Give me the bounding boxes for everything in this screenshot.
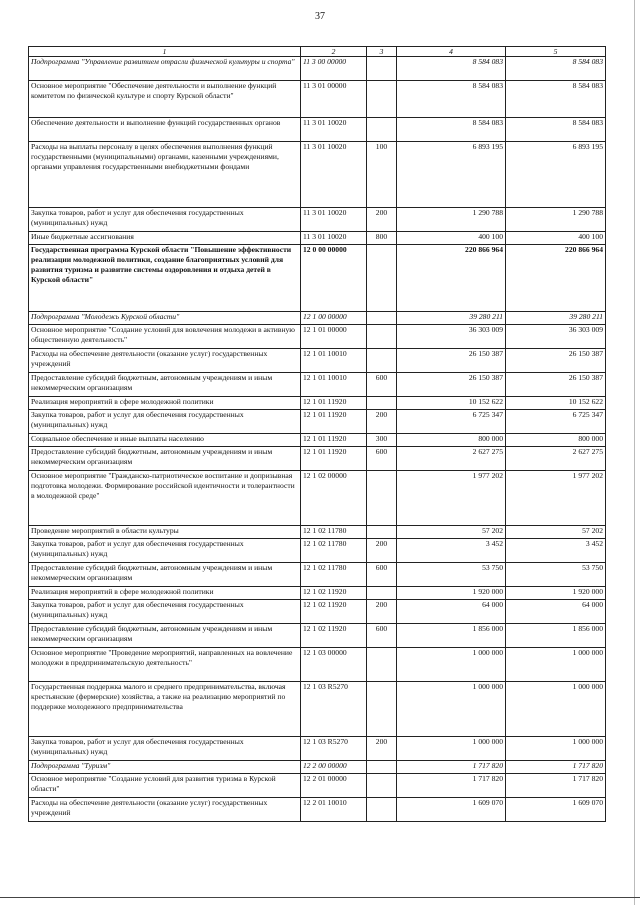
table-row	[29, 57, 606, 81]
row-amount-cell: 1 609 070	[397, 798, 506, 822]
row-code-cell: 12 0 00 00000	[301, 245, 367, 312]
row-name-cell: Расходы на обеспечение деятельности (оказание услуг) государственных учреждений	[29, 798, 301, 822]
header-col-4: 4	[397, 47, 506, 57]
row-vr-cell	[367, 798, 397, 822]
table-row	[29, 434, 606, 447]
row-vr-cell	[367, 774, 397, 798]
row-amount2-cell: 400 100	[506, 232, 606, 245]
row-vr-cell	[367, 325, 397, 349]
row-vr-cell	[367, 682, 397, 737]
row-amount-cell: 1 856 000	[397, 624, 506, 648]
row-amount-cell: 220 866 964	[397, 245, 506, 312]
row-name-cell: Реализация мероприятий в сфере молодежной политики	[29, 397, 301, 410]
row-name-cell: Иные бюджетные ассигнования	[29, 232, 301, 245]
row-code-cell: 11 3 01 00000	[301, 81, 367, 118]
row-vr-cell: 600	[367, 447, 397, 471]
row-amount2-cell: 1 000 000	[506, 682, 606, 737]
row-code-cell: 12 1 02 11780	[301, 563, 367, 587]
row-amount2-cell: 26 150 387	[506, 349, 606, 373]
row-amount2-cell: 39 280 211	[506, 312, 606, 325]
row-code-cell: 12 1 00 00000	[301, 312, 367, 325]
row-code-cell: 12 1 02 11920	[301, 624, 367, 648]
row-name-cell: Основное мероприятие "Создание условий для вовлечения молодежи в активную общественную деятельность"	[29, 325, 301, 349]
row-code-cell: 12 1 01 10010	[301, 349, 367, 373]
row-amount2-cell: 3 452	[506, 539, 606, 563]
row-amount-cell: 8 584 083	[397, 57, 506, 81]
row-code-cell: 12 1 01 11920	[301, 397, 367, 410]
row-amount2-cell: 1 290 788	[506, 208, 606, 232]
row-name-cell: Обеспечение деятельности и выполнение функций государственных органов	[29, 118, 301, 142]
row-code-cell: 12 1 02 11920	[301, 600, 367, 624]
row-name-cell: Подпрограмма "Молодежь Курской области"	[29, 312, 301, 325]
row-amount-cell: 36 303 009	[397, 325, 506, 349]
row-amount-cell: 8 584 083	[397, 118, 506, 142]
row-name-cell: Основное мероприятие "Создание условий для развития туризма в Курской области"	[29, 774, 301, 798]
row-amount2-cell: 1 000 000	[506, 648, 606, 682]
row-vr-cell	[367, 118, 397, 142]
table-row	[29, 410, 606, 434]
table-row	[29, 245, 606, 312]
row-amount-cell: 3 452	[397, 539, 506, 563]
table-row	[29, 737, 606, 761]
row-vr-cell: 100	[367, 142, 397, 208]
table-row	[29, 471, 606, 526]
row-code-cell: 12 1 01 11920	[301, 447, 367, 471]
row-amount-cell: 10 152 622	[397, 397, 506, 410]
table-row	[29, 624, 606, 648]
row-name-cell: Основное мероприятие "Проведение мероприятий, направленных на вовлечение молодежи в предпринимательскую деятельность"	[29, 648, 301, 682]
row-vr-cell: 600	[367, 624, 397, 648]
table-row	[29, 526, 606, 539]
row-vr-cell: 200	[367, 737, 397, 761]
row-code-cell: 12 1 03 R5270	[301, 682, 367, 737]
row-amount2-cell: 53 750	[506, 563, 606, 587]
row-code-cell: 12 1 01 11920	[301, 410, 367, 434]
row-amount-cell: 1 000 000	[397, 682, 506, 737]
row-vr-cell	[367, 57, 397, 81]
row-amount2-cell: 220 866 964	[506, 245, 606, 312]
row-amount-cell: 2 627 275	[397, 447, 506, 471]
table-row	[29, 208, 606, 232]
row-name-cell: Закупка товаров, работ и услуг для обеспечения государственных (муниципальных) нужд	[29, 600, 301, 624]
table-row	[29, 312, 606, 325]
table-row	[29, 142, 606, 208]
row-amount2-cell: 1 000 000	[506, 737, 606, 761]
header-col-2: 2	[301, 47, 367, 57]
table-row	[29, 798, 606, 822]
row-code-cell: 12 1 01 10010	[301, 373, 367, 397]
row-name-cell: Подпрограмма "Туризм"	[29, 761, 301, 774]
row-amount-cell: 1 977 202	[397, 471, 506, 526]
table-row	[29, 397, 606, 410]
row-code-cell: 11 3 00 00000	[301, 57, 367, 81]
row-amount2-cell: 36 303 009	[506, 325, 606, 349]
budget-table	[28, 46, 606, 822]
page-edge-rule	[634, 0, 635, 905]
row-code-cell: 12 1 03 00000	[301, 648, 367, 682]
row-vr-cell: 600	[367, 373, 397, 397]
row-name-cell: Предоставление субсидий бюджетным, автономным учреждениям и иным некоммерческим организациям	[29, 447, 301, 471]
row-amount2-cell: 57 202	[506, 526, 606, 539]
page-bottom-rule	[0, 897, 640, 898]
row-amount2-cell: 1 609 070	[506, 798, 606, 822]
row-amount-cell: 64 000	[397, 600, 506, 624]
row-name-cell: Государственная поддержка малого и среднего предпринимательства, включая крестьянские (фермерские) хозяйства, а также на реализацию мероприятий по поддержке молодежного предпринимательства	[29, 682, 301, 737]
table-row	[29, 325, 606, 349]
row-amount-cell: 6 893 195	[397, 142, 506, 208]
row-code-cell: 12 1 01 00000	[301, 325, 367, 349]
row-name-cell: Предоставление субсидий бюджетным, автономным учреждениям и иным некоммерческим организациям	[29, 373, 301, 397]
row-vr-cell: 200	[367, 600, 397, 624]
row-amount-cell: 26 150 387	[397, 349, 506, 373]
row-amount-cell: 400 100	[397, 232, 506, 245]
row-amount2-cell: 800 000	[506, 434, 606, 447]
row-name-cell: Предоставление субсидий бюджетным, автономным учреждениям и иным некоммерческим организациям	[29, 563, 301, 587]
row-code-cell: 12 1 02 11780	[301, 539, 367, 563]
row-code-cell: 12 1 02 11920	[301, 587, 367, 600]
row-amount-cell: 1 000 000	[397, 648, 506, 682]
row-name-cell: Основное мероприятие "Обеспечение деятельности и выполнение функций комитетом по физической культуре и спорту Курской области"	[29, 81, 301, 118]
row-amount2-cell: 8 584 083	[506, 57, 606, 81]
table-header-row	[29, 47, 606, 57]
row-amount2-cell: 64 000	[506, 600, 606, 624]
row-amount2-cell: 8 584 083	[506, 81, 606, 118]
row-code-cell: 11 3 01 10020	[301, 208, 367, 232]
row-name-cell: Расходы на выплаты персоналу в целях обеспечения выполнения функций государственными (муниципальными) органами, казенными учреждениями, органами управления государственными внебюджетными фондами	[29, 142, 301, 208]
row-vr-cell: 200	[367, 410, 397, 434]
row-amount-cell: 8 584 083	[397, 81, 506, 118]
table-row	[29, 648, 606, 682]
row-code-cell: 12 1 01 11920	[301, 434, 367, 447]
row-name-cell: Закупка товаров, работ и услуг для обеспечения государственных (муниципальных) нужд	[29, 737, 301, 761]
page-number: 37	[315, 11, 325, 22]
row-vr-cell	[367, 648, 397, 682]
row-code-cell: 11 3 01 10020	[301, 142, 367, 208]
table-row	[29, 563, 606, 587]
row-amount-cell: 1 290 788	[397, 208, 506, 232]
row-vr-cell: 600	[367, 563, 397, 587]
row-name-cell: Государственная программа Курской области "Повышение эффективности реализации молодежной политики, создание благоприятных условий для развития туризма и развитие системы оздоровления и отдыха детей в Курской области"	[29, 245, 301, 312]
table-row	[29, 447, 606, 471]
row-amount2-cell: 1 977 202	[506, 471, 606, 526]
header-col-5: 5	[506, 47, 606, 57]
row-amount2-cell: 8 584 083	[506, 118, 606, 142]
table-row	[29, 600, 606, 624]
row-name-cell: Реализация мероприятий в сфере молодежной политики	[29, 587, 301, 600]
row-vr-cell: 800	[367, 232, 397, 245]
row-vr-cell	[367, 312, 397, 325]
row-code-cell: 12 2 01 00000	[301, 774, 367, 798]
row-name-cell: Проведение мероприятий в области культуры	[29, 526, 301, 539]
table-row	[29, 349, 606, 373]
row-vr-cell	[367, 471, 397, 526]
row-vr-cell	[367, 81, 397, 118]
row-code-cell: 11 3 01 10020	[301, 118, 367, 142]
row-name-cell: Закупка товаров, работ и услуг для обеспечения государственных (муниципальных) нужд	[29, 539, 301, 563]
table-row	[29, 118, 606, 142]
row-amount-cell: 800 000	[397, 434, 506, 447]
row-amount-cell: 39 280 211	[397, 312, 506, 325]
table-row	[29, 761, 606, 774]
table-row	[29, 587, 606, 600]
table-row	[29, 539, 606, 563]
row-name-cell: Закупка товаров, работ и услуг для обеспечения государственных (муниципальных) нужд	[29, 410, 301, 434]
row-name-cell: Предоставление субсидий бюджетным, автономным учреждениям и иным некоммерческим организациям	[29, 624, 301, 648]
row-name-cell: Основное мероприятие "Гражданско-патриотическое воспитание и допризывная подготовка молодежи. Формирование российской идентичности и толерантности в молодежной среде"	[29, 471, 301, 526]
row-code-cell: 12 1 03 R5270	[301, 737, 367, 761]
table-row	[29, 232, 606, 245]
table-row	[29, 81, 606, 118]
table-body	[29, 57, 606, 822]
row-name-cell: Подпрограмма "Управление развитием отрасли физической культуры и спорта"	[29, 57, 301, 81]
row-amount2-cell: 10 152 622	[506, 397, 606, 410]
row-amount2-cell: 1 856 000	[506, 624, 606, 648]
row-code-cell: 11 3 01 10020	[301, 232, 367, 245]
row-vr-cell	[367, 587, 397, 600]
row-amount2-cell: 1 717 820	[506, 761, 606, 774]
table-row	[29, 774, 606, 798]
row-amount2-cell: 2 627 275	[506, 447, 606, 471]
row-amount-cell: 53 750	[397, 563, 506, 587]
row-amount-cell: 1 000 000	[397, 737, 506, 761]
header-col-3: 3	[367, 47, 397, 57]
row-name-cell: Расходы на обеспечение деятельности (оказание услуг) государственных учреждений	[29, 349, 301, 373]
row-vr-cell: 300	[367, 434, 397, 447]
row-vr-cell	[367, 245, 397, 312]
row-amount2-cell: 6 725 347	[506, 410, 606, 434]
row-code-cell: 12 1 02 00000	[301, 471, 367, 526]
row-vr-cell	[367, 761, 397, 774]
row-code-cell: 12 2 00 00000	[301, 761, 367, 774]
row-vr-cell	[367, 349, 397, 373]
row-amount-cell: 6 725 347	[397, 410, 506, 434]
row-code-cell: 12 1 02 11780	[301, 526, 367, 539]
row-amount2-cell: 1 920 000	[506, 587, 606, 600]
row-vr-cell	[367, 397, 397, 410]
row-vr-cell: 200	[367, 539, 397, 563]
header-col-1: 1	[29, 47, 301, 57]
row-amount-cell: 1 717 820	[397, 774, 506, 798]
row-vr-cell: 200	[367, 208, 397, 232]
row-amount2-cell: 26 150 387	[506, 373, 606, 397]
row-amount-cell: 1 717 820	[397, 761, 506, 774]
row-amount2-cell: 6 893 195	[506, 142, 606, 208]
row-amount-cell: 1 920 000	[397, 587, 506, 600]
row-name-cell: Социальное обеспечение и иные выплаты населению	[29, 434, 301, 447]
row-name-cell: Закупка товаров, работ и услуг для обеспечения государственных (муниципальных) нужд	[29, 208, 301, 232]
row-vr-cell	[367, 526, 397, 539]
table-row	[29, 373, 606, 397]
row-amount-cell: 26 150 387	[397, 373, 506, 397]
row-amount-cell: 57 202	[397, 526, 506, 539]
row-code-cell: 12 2 01 10010	[301, 798, 367, 822]
row-amount2-cell: 1 717 820	[506, 774, 606, 798]
table-row	[29, 682, 606, 737]
